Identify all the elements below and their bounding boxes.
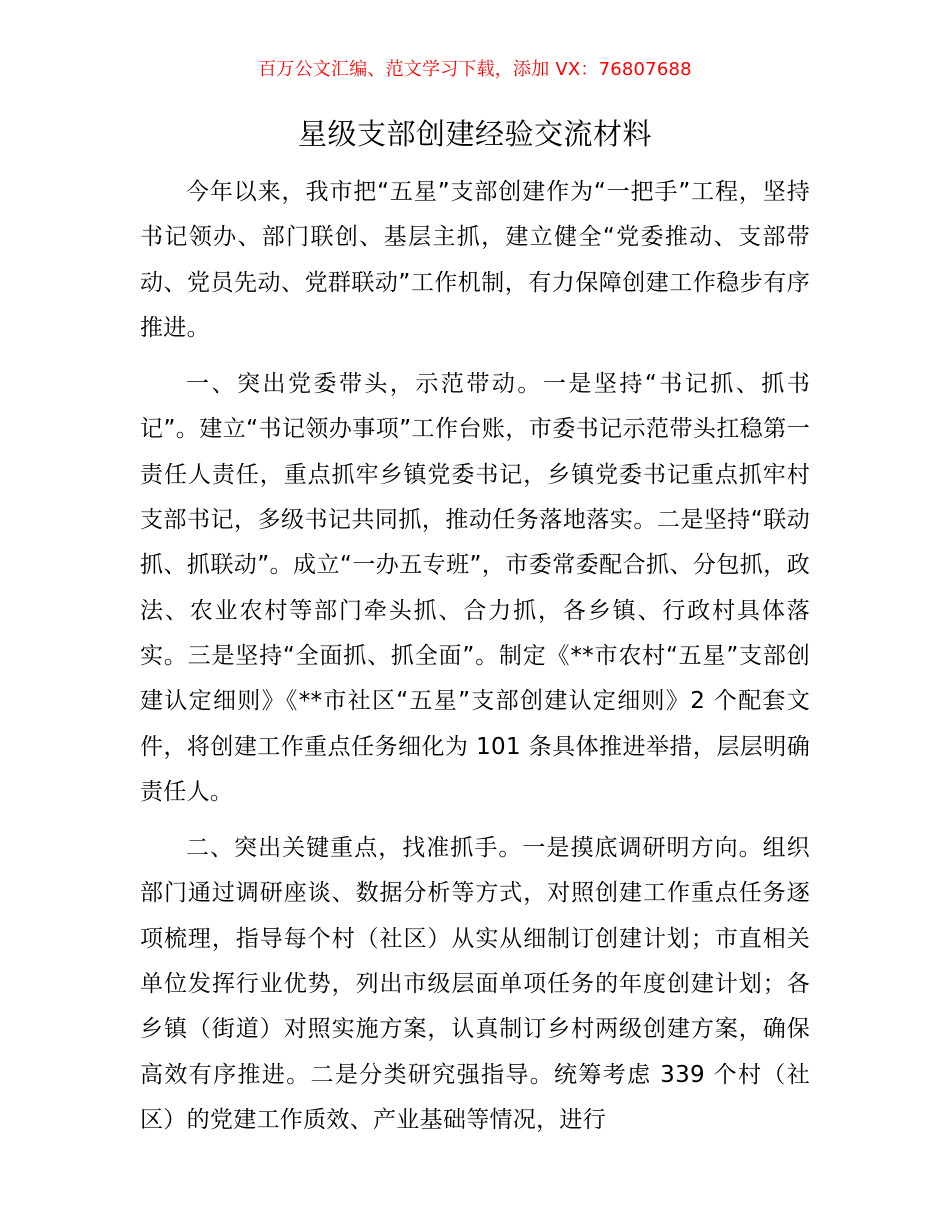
paragraph-section-one: 一、突出党委带头，示范带动。一是坚持“书记抓、抓书记”。建立“书记领办事项”工作台账，市委书记示范带头扛稳第一责任人责任，重点抓牢乡镇党委书记，乡镇党委书记重点抓牢村支部书记，多级书记共同抓，推动任务落地落实。二是坚持“联动抓、抓联动”。成立“一办五专班”，市委常委配合抓、分包抓，政法、农业农村等部门牵头抓、合力抓，各乡镇、行政村具体落实。三是坚持“全面抓、抓全面”。制定《**市农村“五星”支部创建认定细则》《**市社区“五星”支部创建认定细则》2 个配套文件，将创建工作重点任务细化为 101 条具体推进举措，层层明确责任人。 (140, 371, 810, 805)
paragraph-intro: 今年以来，我市把“五星”支部创建作为“一把手”工程，坚持书记领办、部门联创、基层主抓，建立健全“党委推动、支部带动、党员先动、党群联动”工作机制，有力保障创建工作稳步有序推进。 (140, 179, 810, 341)
document-title: 星级支部创建经验交流材料 (297, 117, 652, 151)
document-body (140, 170, 810, 1154)
paragraph-section-two: 二、突出关键重点，找准抓手。一是摸底调研明方向。组织部门通过调研座谈、数据分析等方式，对照创建工作重点任务逐项梳理，指导每个村（社区）从实从细制订创建计划；市直相关单位发挥行业优势，列出市级层面单项任务的年度创建计划；各乡镇（街道）对照实施方案，认真制订乡村两级创建方案，确保高效有序推进。二是分类研究强指导。统筹考虑 339 个村（社区）的党建工作质效、产业基础等情况，进行 (140, 835, 810, 1133)
watermark-banner: 百万公文汇编、范文学习下载，添加 VX：76807688 (258, 59, 692, 80)
